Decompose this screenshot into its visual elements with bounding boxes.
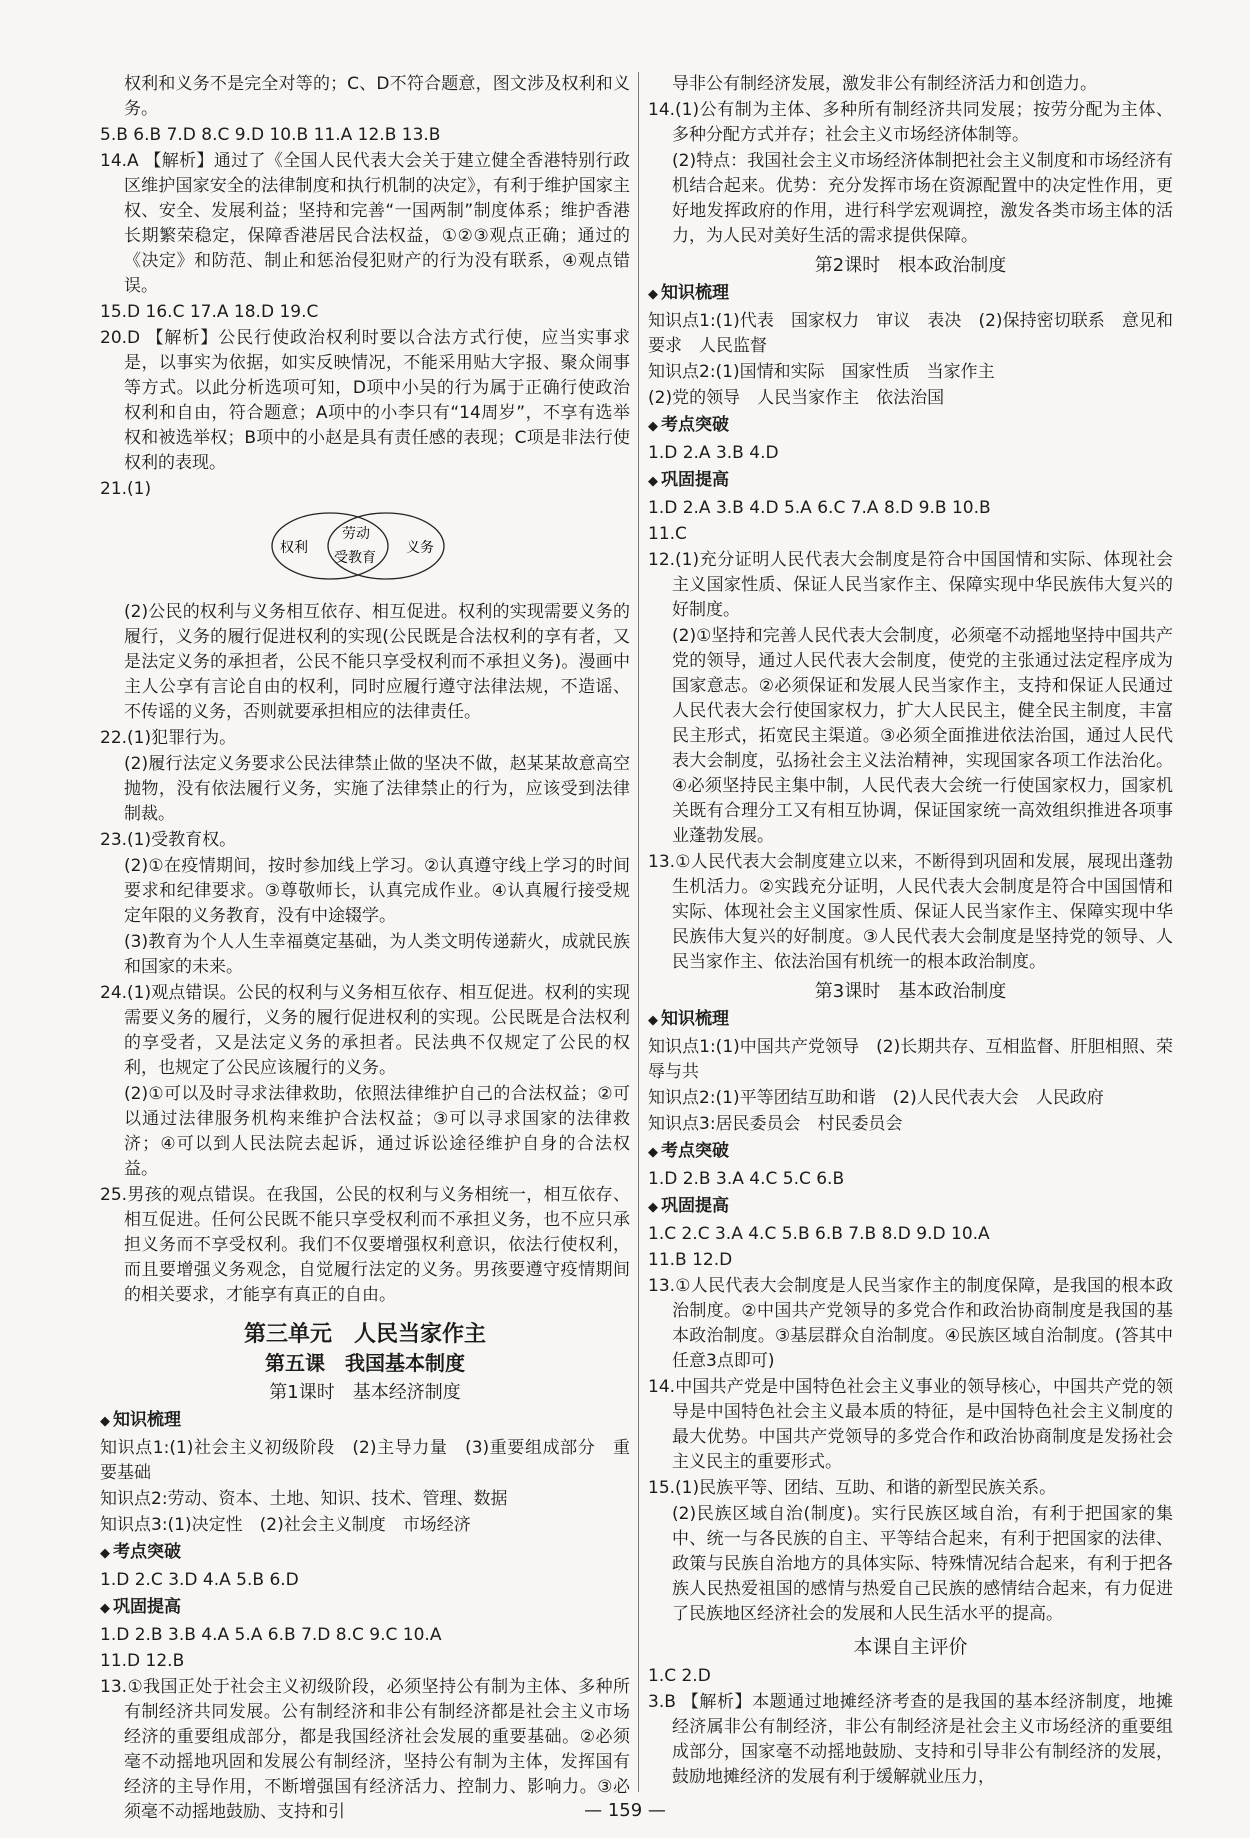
section-heading: ◆ 巩固提高 [648, 1194, 1173, 1220]
venn-diagram [268, 508, 630, 592]
answer-line: 11.D 12.B [100, 1651, 185, 1671]
answer-13: 13.①人民代表大会制度建立以来，不断得到巩固和发展，展现出蓬勃生机活力。②实践充分证明，人民代表大会制度是符合中国国情和实际、体现社会主义国家性质、保证人民当家作主、保障实现中华民族伟大复兴的好制度。③人民代表大会制度是坚持党的领导、人民当家作主、依法治国有机统一的根本政治制度。 [648, 852, 1173, 972]
column-divider [638, 72, 639, 1792]
answer-line: 1.D 2.B 3.A 4.C 5.C 6.B [648, 1169, 845, 1189]
venn-bottom-label: 受教育 [334, 550, 376, 566]
answer-25: 25.男孩的观点错误。在我国，公民的权利与义务相统一，相互依存、相互促进。任何公民既不能只享受权利而不承担义务，也不应只承担义务而不享受权利。我们不仅要增强权利意识，依法行使权利，而且要增强义务观念，自觉履行法定的义务。男孩要遵守疫情期间的相关要求，才能享有真正的自由。 [100, 1185, 630, 1305]
knowledge-point: 知识点3:(1)决定性 (2)社会主义制度 市场经济 [100, 1515, 471, 1535]
answer-14: 14.中国共产党是中国特色社会主义事业的领导核心，中国共产党的领导是中国特色社会主义最本质的特征，是中国特色社会主义制度的最大优势。中国共产党领导的多党合作和政治协商制度是发扬社会主义民主的重要形式。 [648, 1377, 1173, 1472]
answer-text: 权利和义务不是完全对等的；C、D不符合题意，图文涉及权利和义务。 [124, 74, 630, 119]
venn-top-label: 劳动 [342, 526, 370, 542]
answer-line: 1.C 2.C 3.A 4.C 5.B 6.B 7.B 8.D 9.D 10.A [648, 1224, 990, 1244]
knowledge-point: 知识点1:(1)社会主义初级阶段 (2)主导力量 (3)重要组成部分 重要基础 [100, 1438, 630, 1483]
left-column [100, 72, 630, 1826]
answer-14: 14.(1)公有制为主体、多种所有制经济共同发展；按劳分配为主体、多种分配方式并存；社会主义市场经济体制等。 [648, 100, 1173, 145]
answer-text: (3)教育为个人人生幸福奠定基础，为人类文明传递薪火，成就民族和国家的未来。 [124, 932, 630, 977]
answer-text: (2)①在疫情期间，按时参加线上学习。②认真遵守线上学习的时间要求和纪律要求。③尊敬师长，认真完成作业。④认真履行接受规定年限的义务教育，没有中途辍学。 [124, 856, 630, 926]
answer-13: 13.①我国正处于社会主义初级阶段，必须坚持公有制为主体、多种所有制经济共同发展。公有制经济和非公有制经济都是社会主义市场经济的重要组成部分，都是我国经济社会发展的重要基础。②必须毫不动摇地巩固和发展公有制经济，坚持公有制为主体，发挥国有经济的主导作用，不断增强国有经济活力、控制力、影响力。③必须毫不动摇地鼓励、支持和引 [100, 1677, 630, 1822]
section-heading: ◆ 考点突破 [100, 1540, 630, 1566]
answer-line: 11.C [648, 524, 687, 544]
section-heading: ◆ 知识梳理 [648, 281, 1173, 307]
answer-3: 3.B 【解析】本题通过地摊经济考查的是我国的基本经济制度，地摊经济属非公有制经济，非公有制经济是社会主义市场经济的重要组成部分，国家毫不动摇地鼓励、支持和引导非公有制经济的发展，鼓励地摊经济的发展有利于缓解就业压力， [648, 1692, 1173, 1787]
class-title: 第2课时 根本政治制度 [814, 255, 1007, 276]
answer-line: 1.D 2.A 3.B 4.D [648, 443, 779, 463]
unit-title: 第三单元 人民当家作主 [243, 1322, 486, 1347]
answer-text: (2)①坚持和完善人民代表大会制度，必须毫不动摇地坚持中国共产党的领导，通过人民代表大会制度，使党的主张通过法定程序成为国家意志。②必须保证和发展人民当家作主，支持和保证人民通过人民代表大会行使国家权力，扩大人民民主，健全民主制度，丰富民主形式，拓宽民主渠道。③必须全面推进依法治国，通过人民代表大会制度，弘扬社会主义法治精神，实现国家各项工作法治化。④必须坚持民主集中制，人民代表大会统一行使国家权力，国家机关既有合理分工又有相互协调，保证国家统一高效组织推进各项事业蓬勃发展。 [672, 626, 1173, 846]
knowledge-point: (2)党的领导 人民当家作主 依法治国 [648, 388, 945, 408]
answer-13: 13.①人民代表大会制度是人民当家作主的制度保障，是我国的根本政治制度。②中国共产党领导的多党合作和政治协商制度是我国的基本政治制度。③基层群众自治制度。④民族区域自治制度。(答其中任意3点即可) [648, 1276, 1173, 1371]
answer-text: (2)履行法定义务要求公民法律禁止做的坚决不做，赵某某故意高空抛物，没有依法履行义务，实施了法律禁止的行为，应该受到法律制裁。 [124, 754, 630, 824]
answer-line: 5.B 6.B 7.D 8.C 9.D 10.B 11.A 12.B 13.B [100, 125, 441, 145]
section-heading: ◆ 知识梳理 [648, 1007, 1173, 1033]
answer-line: 1.D 2.A 3.B 4.D 5.A 6.C 7.A 8.D 9.B 10.B [648, 498, 991, 518]
venn-left-label: 权利 [280, 540, 308, 556]
knowledge-point: 知识点2:(1)平等团结互助和谐 (2)人民代表大会 人民政府 [648, 1088, 1104, 1108]
answer-line: 1.D 2.B 3.B 4.A 5.A 6.B 7.D 8.C 9.C 10.A [100, 1625, 442, 1645]
answer-text: (2)特点：我国社会主义市场经济体制把社会主义制度和市场经济有机结合起来。优势：充分发挥市场在资源配置中的决定性作用，更好地发挥政府的作用，进行科学宏观调控，激发各类市场主体的活力，为人民对美好生活的需求提供保障。 [672, 151, 1173, 246]
knowledge-point: 知识点1:(1)代表 国家权力 审议 表决 (2)保持密切联系 意见和要求 人民监督 [648, 311, 1173, 356]
answer-20: 20.D 【解析】公民行使政治权利时要以合法方式行使，应当实事求是，以事实为依据，如实反映情况，不能采用贴大字报、聚众闹事等方式。以此分析选项可知，D项中小吴的行为属于正确行使政治权利和自由，符合题意；A项中的小李只有“14周岁”，不享有选举权和被选举权；B项中的小赵是具有责任感的表现；C项是非法行使权利的表现。 [100, 328, 630, 473]
answer-23: 23.(1)受教育权。 [100, 830, 237, 850]
answer-24: 24.(1)观点错误。公民的权利与义务相互依存、相互促进。权利的实现需要义务的履行，义务的履行促进权利的实现。公民既是合法权利的享受者，又是法定义务的承担者。民法典不仅规定了公民的权利，也规定了公民应该履行的义务。 [100, 983, 630, 1078]
section-heading: ◆ 巩固提高 [100, 1595, 630, 1621]
knowledge-point: 知识点2:劳动、资本、土地、知识、技术、管理、数据 [100, 1489, 508, 1509]
lesson-title: 第五课 我国基本制度 [265, 1351, 465, 1375]
knowledge-point: 知识点3:居民委员会 村民委员会 [648, 1114, 903, 1134]
answer-line: 1.C 2.D [648, 1666, 711, 1686]
section-heading: ◆ 知识梳理 [100, 1408, 630, 1434]
answer-text: 导非公有制经济发展，激发非公有制经济活力和创造力。 [672, 74, 1097, 94]
self-evaluation-title: 本课自主评价 [853, 1636, 968, 1658]
answer-line: 11.B 12.D [648, 1250, 733, 1270]
answer-line: 1.D 2.C 3.D 4.A 5.B 6.D [100, 1570, 299, 1590]
section-heading: ◆ 考点突破 [648, 413, 1173, 439]
answer-text: (2)民族区域自治(制度)。实行民族区域自治，有利于把国家的集中、统一与各民族的自主、平等结合起来，有利于把国家的法律、政策与民族自治地方的具体实际、特殊情况结合起来，有利于把各族人民热爱祖国的感情与热爱自己民族的感情结合起来，有力促进了民族地区经济社会的发展和人民生活水平的提高。 [672, 1504, 1173, 1624]
section-heading: ◆ 巩固提高 [648, 468, 1173, 494]
page-number: — 159 — [584, 1800, 666, 1821]
section-heading: ◆ 考点突破 [648, 1139, 1173, 1165]
knowledge-point: 知识点1:(1)中国共产党领导 (2)长期共存、互相监督、肝胆相照、荣辱与共 [648, 1037, 1173, 1082]
answer-line: 15.D 16.C 17.A 18.D 19.C [100, 302, 319, 322]
class-title: 第3课时 基本政治制度 [814, 981, 1007, 1002]
answer-14: 14.A 【解析】通过了《全国人民代表大会关于建立健全香港特别行政区维护国家安全的法律制度和执行机制的决定》，有利于维护国家主权、安全、发展利益；坚持和完善“一国两制”制度体系；维护香港长期繁荣稳定，保障香港居民合法权益，①②③观点正确；通过的《决定》和防范、制止和惩治侵犯财产的行为没有联系，④观点错误。 [100, 151, 630, 296]
answer-12: 12.(1)充分证明人民代表大会制度是符合中国国情和实际、体现社会主义国家性质、保证人民当家作主、保障实现中华民族伟大复兴的好制度。 [648, 550, 1173, 620]
right-column [648, 72, 1173, 1791]
answer-21: 21.(1) [100, 479, 152, 499]
venn-right-label: 义务 [406, 540, 434, 556]
answer-15: 15.(1)民族平等、团结、互助、和谐的新型民族关系。 [648, 1478, 1057, 1498]
answer-22: 22.(1)犯罪行为。 [100, 728, 237, 748]
answer-text: (2)①可以及时寻求法律救助，依照法律维护自己的合法权益；②可以通过法律服务机构来维护合法权益；③可以寻求国家的法律救济；④可以到人民法院去起诉，通过诉讼途径维护自身的合法权益。 [124, 1084, 630, 1179]
answer-text: (2)公民的权利与义务相互依存、相互促进。权利的实现需要义务的履行，义务的履行促进权利的实现(公民既是合法权利的享有者，又是法定义务的承担者，公民不能只享受权利而不承担义务)。漫画中主人公享有言论自由的权利，同时应履行遵守法律法规，不造谣、不传谣的义务，否则就要承担相应的法律责任。 [124, 602, 630, 722]
knowledge-point: 知识点2:(1)国情和实际 国家性质 当家作主 [648, 362, 995, 382]
class-title: 第1课时 基本经济制度 [269, 1382, 461, 1403]
